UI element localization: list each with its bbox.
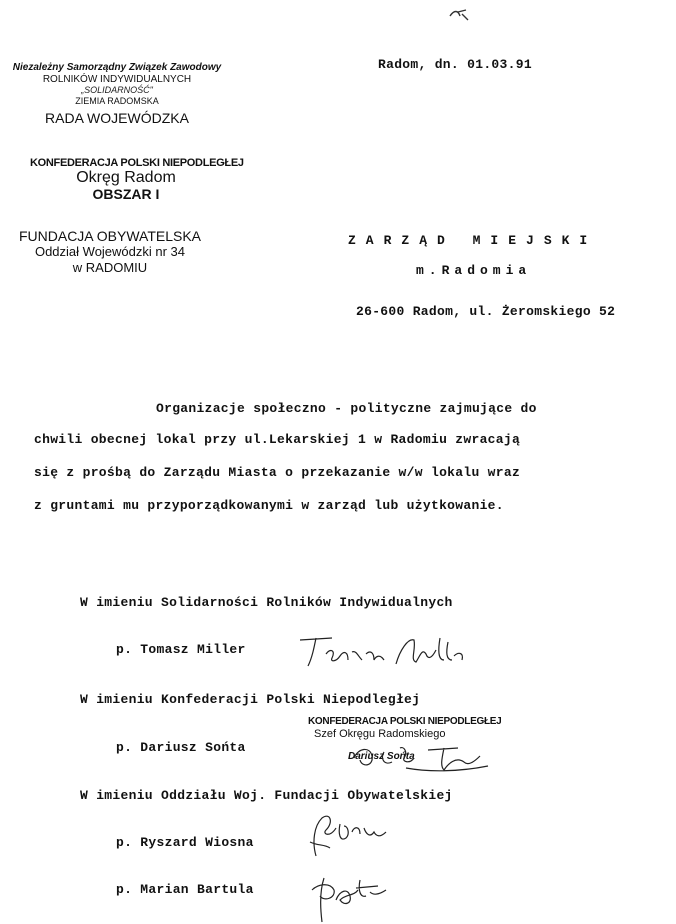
- body-line4: z gruntami mu przyporządkowanymi w zarząd lub użytkowanie.: [34, 498, 504, 513]
- top-mark-icon: [448, 6, 472, 24]
- handwritten-signature-4: [300, 860, 400, 924]
- body-line2: chwili obecnej lokal przy ul.Lekarskiej 1 w Radomiu zwracają: [34, 432, 521, 447]
- union-stamp-line4: ZIEMIA RADOMSKA: [75, 96, 159, 106]
- kpn-signature-stamp-line2: Szef Okręgu Radomskiego: [314, 728, 446, 740]
- union-stamp-line2: ROLNIKÓW INDYWIDUALNYCH: [42, 74, 192, 85]
- signatory-name-3: p. Ryszard Wiosna: [116, 835, 254, 850]
- signature-heading-2: W imieniu Konfederacji Polski Niepodległej: [80, 692, 421, 707]
- signatory-name-2: p. Dariusz Sońta: [116, 740, 246, 755]
- signature-heading-1: W imieniu Solidarności Rolników Indywidualnych: [80, 595, 453, 610]
- union-stamp-line5: RADA WOJEWÓDZKA: [45, 110, 189, 126]
- recipient-line1: ZARZĄD MIEJSKI: [348, 233, 598, 248]
- signatory-name-4: p. Marian Bartula: [116, 882, 254, 897]
- kpn-stamp-line2: Okręg Radom: [76, 169, 176, 186]
- kpn-signature-stamp-line3: Dariusz Sońta: [348, 751, 415, 762]
- body-line3: się z prośbą do Zarządu Miasta o przekazanie w/w lokalu wraz: [34, 465, 521, 480]
- kpn-stamp-line1: KONFEDERACJA POLSKI NIEPODLEGŁEJ: [30, 157, 244, 169]
- kpn-stamp-line3: OBSZAR I: [92, 186, 160, 202]
- foundation-stamp-line2: Oddział Wojewódzki nr 34: [34, 244, 186, 259]
- foundation-stamp-line3: w RADOMIU: [72, 260, 148, 275]
- recipient-line3: 26-600 Radom, ul. Żeromskiego 52: [356, 304, 616, 319]
- letter-date: Radom, dn. 01.03.91: [378, 57, 532, 72]
- signatory-name-1: p. Tomasz Miller: [116, 642, 246, 657]
- body-line1: Organizacje społeczno - polityczne zajmujące do: [156, 401, 537, 416]
- recipient-line2: m.Radomia: [416, 263, 532, 278]
- foundation-stamp-line1: FUNDACJA OBYWATELSKA: [18, 228, 202, 244]
- union-stamp-line3: „SOLIDARNOŚĆ": [81, 85, 153, 95]
- handwritten-signature-3: [300, 812, 400, 860]
- signature-heading-3: W imieniu Oddziału Woj. Fundacji Obywatelskiej: [80, 788, 453, 803]
- handwritten-signature-1: [296, 630, 471, 672]
- kpn-signature-stamp-line1: KONFEDERACJA POLSKI NIEPODLEGŁEJ: [308, 716, 502, 727]
- foundation-stamp: [10, 228, 210, 276]
- handwritten-signature-2: [348, 738, 498, 778]
- union-stamp: [6, 62, 228, 127]
- union-stamp-line1: Niezależny Samorządny Związek Zawodowy: [12, 62, 222, 73]
- kpn-stamp: [30, 157, 244, 202]
